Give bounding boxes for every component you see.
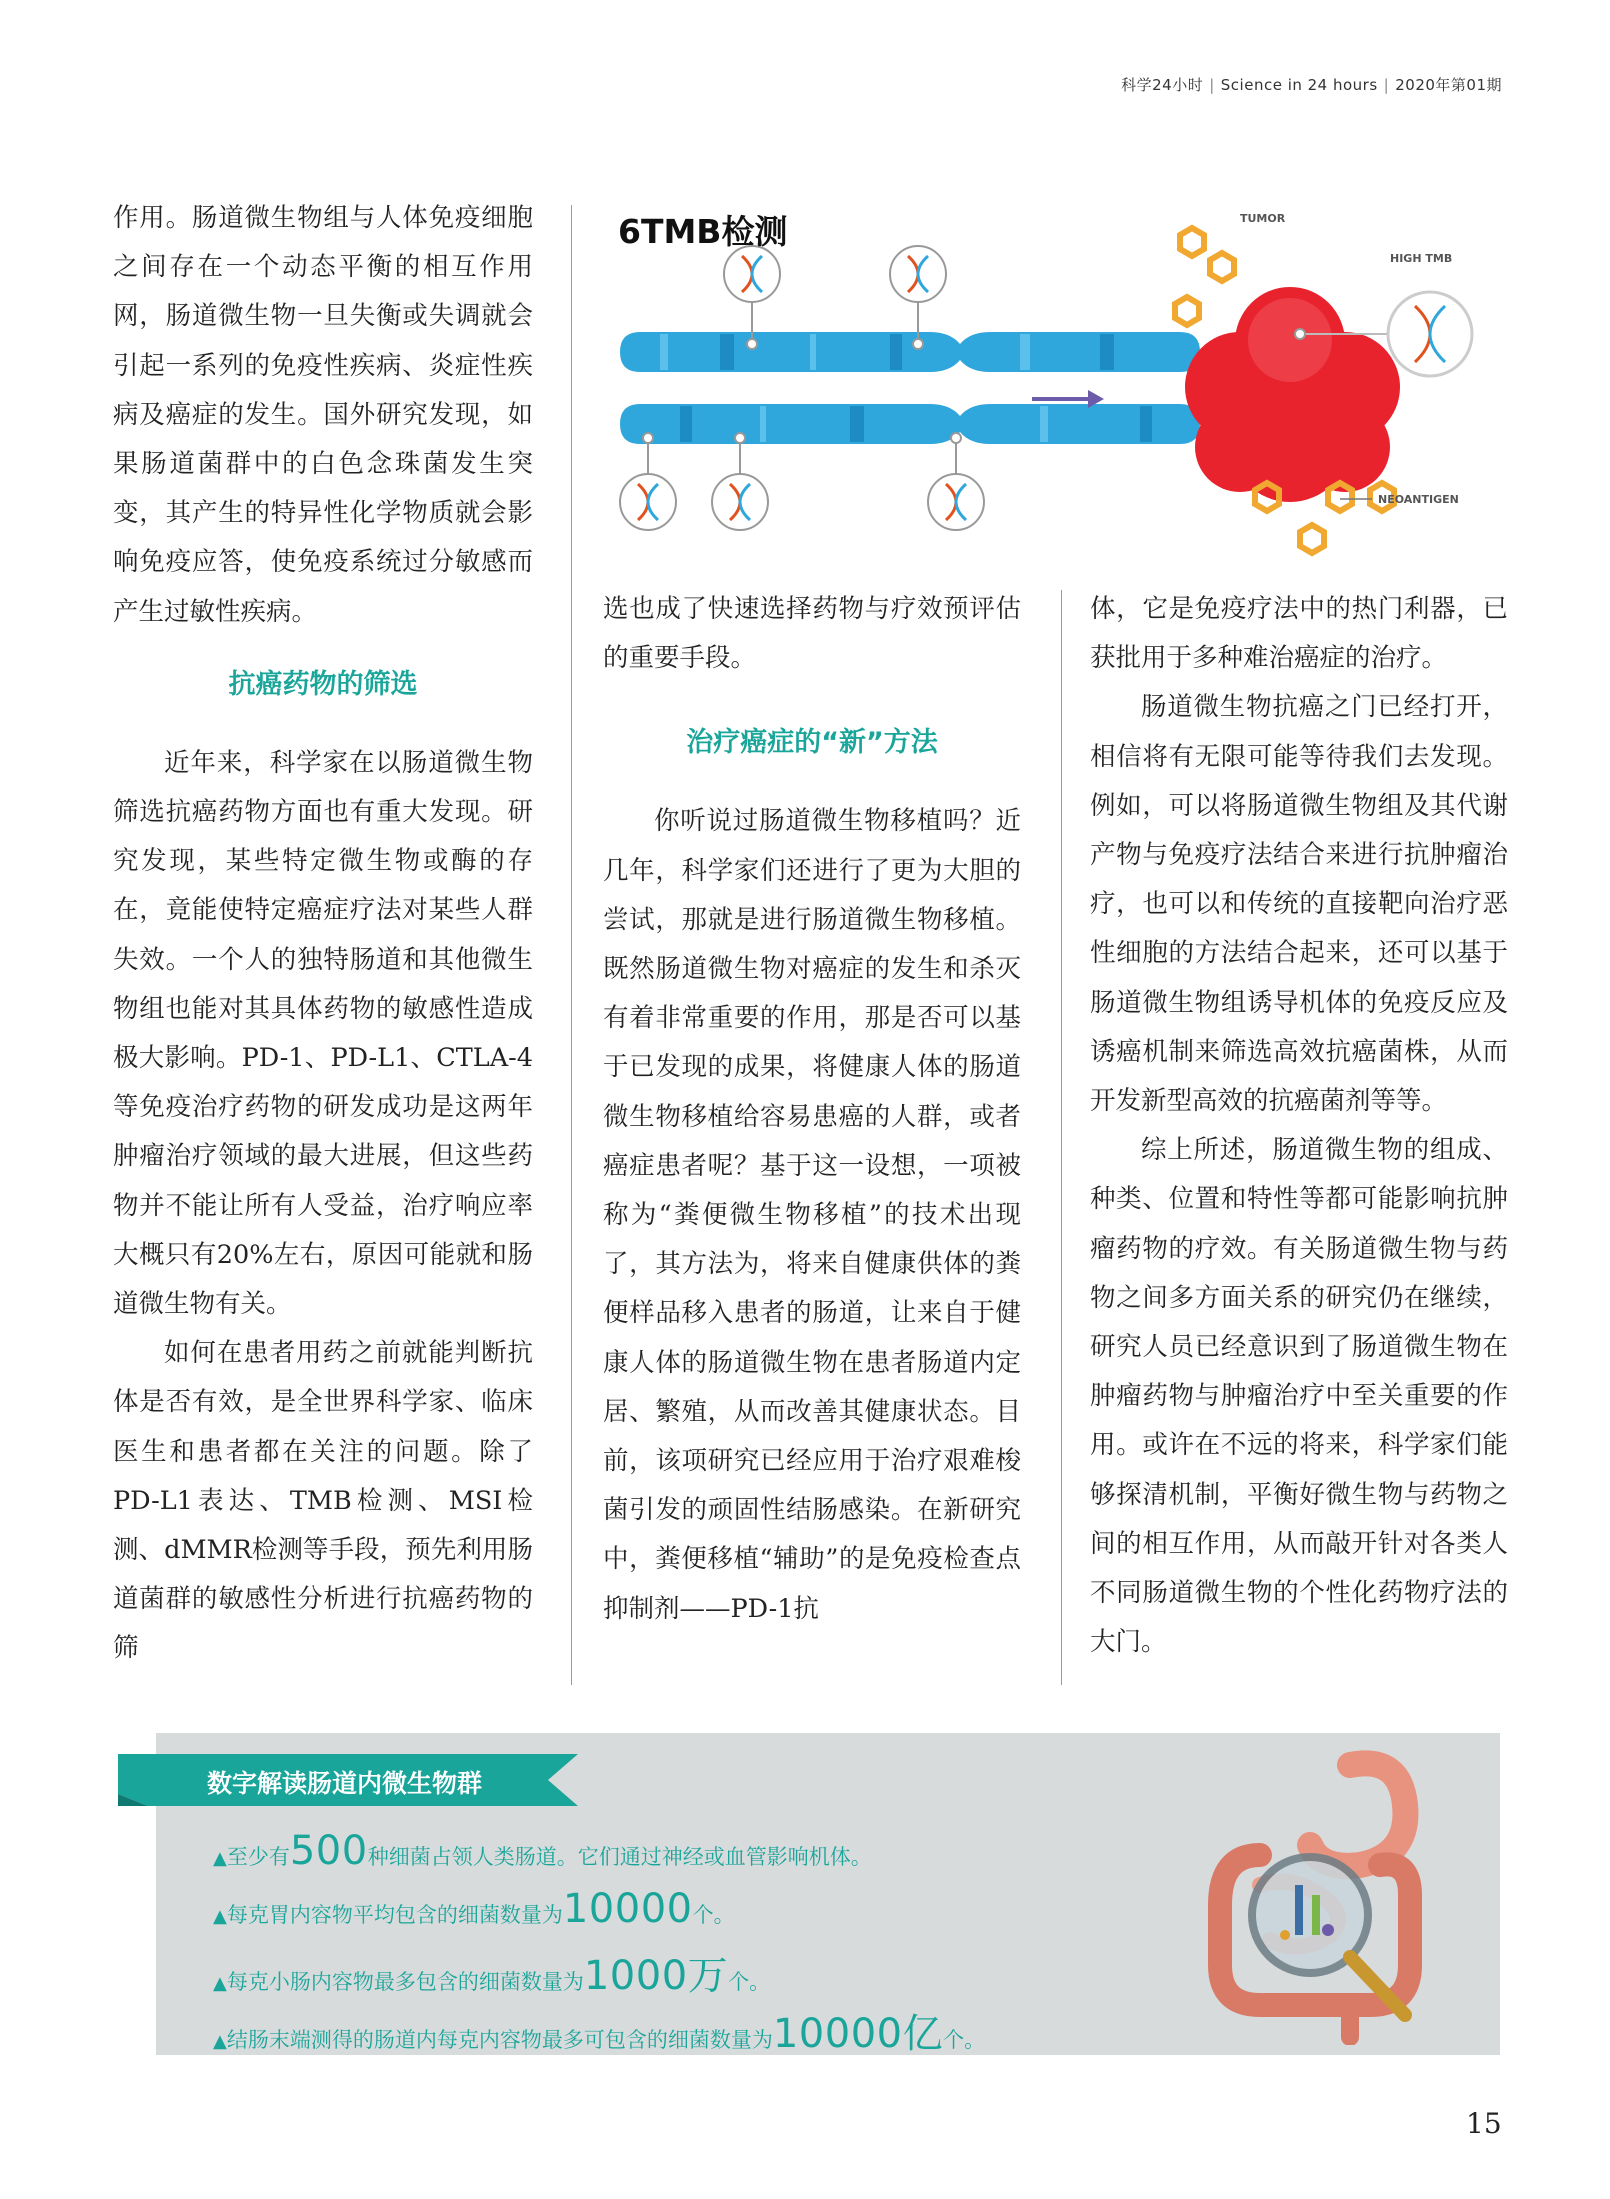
- stat-text: 个。: [692, 1903, 735, 1927]
- column-2: [603, 585, 1021, 1634]
- stat-text: 至少有: [226, 1845, 290, 1869]
- neoantigen-label: NEOANTIGEN: [1378, 493, 1459, 506]
- stat-text: 每克小肠内容物最多包含的细菌数量为: [226, 1970, 584, 1994]
- chromosome-icon: [620, 332, 1200, 444]
- header-separator: |: [1209, 76, 1215, 94]
- stat-text: 结肠末端测得的肠道内每克内容物最多可包含的细菌数量为: [226, 2028, 773, 2052]
- section-heading-new-method: 治疗癌症的“新”方法: [686, 727, 938, 759]
- stat-number: 10000: [562, 1886, 693, 1932]
- page-number: 15: [1466, 2107, 1502, 2140]
- paragraph: 肠道微生物抗癌之门已经打开，相信将有无限可能等待我们去发现。例如，可以将肠道微生物组及其代谢产物与免疫疗法结合来进行抗肿瘤治疗，也可以和传统的直接靶向治疗恶性细胞的方法结合起来，还可以基于肠道微生物组诱导机体的免疫反应及诱癌机制来筛选高效抗癌菌株，从而开发新型高效的抗癌菌剂等等。: [1090, 692, 1508, 1117]
- header-issue: 2020年第01期: [1395, 76, 1502, 94]
- stat-line-3: [213, 1944, 770, 2001]
- column-3: [1090, 585, 1508, 1667]
- stat-line-2: [213, 1886, 735, 1932]
- stat-text: 每克胃内容物平均包含的细菌数量为: [226, 1903, 563, 1927]
- high-tmb-label: HIGH TMB: [1390, 252, 1453, 265]
- stat-number: 500: [289, 1828, 368, 1874]
- header-journal-en: Science in 24 hours: [1220, 76, 1378, 94]
- stat-text: 个。: [943, 2028, 986, 2052]
- paragraph: 近年来，科学家在以肠道微生物筛选抗癌药物方面也有重大发现。研究发现，某些特定微生物或酶的存在，竟能使特定癌症疗法对某些人群失效。一个人的独特肠道和其他微生物组也能对其具体药物的敏感性造成极大影响。PD-1、PD-L1、CTLA-4等免疫治疗药物的研发成功是这两年肿瘤治疗领域的最大进展，但这些药物并不能让所有人受益，治疗响应率大概只有20%左右，原因可能就和肠道微生物有关。: [113, 747, 533, 1320]
- paragraph: 你听说过肠道微生物移植吗？近几年，科学家们还进行了更为大胆的尝试，那就是进行肠道微生物移植。既然肠道微生物对癌症的发生和杀灭有着非常重要的作用，那是否可以基于已发现的成果，将健康人体的肠道微生物移植给容易患癌的人群，或者癌症患者呢？基于这一设想，一项被称为“粪便微生物移植”的技术出现了，其方法为，将来自健康供体的粪便样品移入患者的肠道，让来自于健康人体的肠道微生物在患者肠道内定居、繁殖，从而改善其健康状态。目前，该项研究已经应用于治疗艰难梭菌引发的顽固性结肠感染。在新研究中，粪便移植“辅助”的是免疫检查点抑制剂——PD-1抗: [603, 806, 1021, 1624]
- stat-text: 个。: [728, 1970, 771, 1994]
- tumor-label: TUMOR: [1240, 212, 1286, 225]
- column-divider: [1061, 590, 1062, 1685]
- paragraph: 综上所述，肠道微生物的组成、种类、位置和特性等都可能影响抗肿瘤药物的疗效。有关肠道微生物与药物之间多方面关系的研究仍在继续，研究人员已经意识到了肠道微生物在肿瘤药物与肿瘤治疗中至关重要的作用。或许在不远的将来，科学家们能够探清机制，平衡好微生物与药物之间的相互作用，从而敲开针对各类人不同肠道微生物的个性化药物疗法的大门。: [1090, 1135, 1508, 1658]
- triangle-icon: ▲: [213, 1906, 227, 1927]
- column-1: [113, 194, 533, 1674]
- running-header: [1121, 74, 1502, 95]
- stat-line-4: [213, 2002, 985, 2059]
- stat-line-1: [213, 1828, 872, 1874]
- triangle-icon: ▲: [213, 1848, 227, 1869]
- triangle-icon: ▲: [213, 2031, 227, 2052]
- header-separator: |: [1383, 76, 1390, 94]
- stat-number: 1000万: [583, 1953, 729, 1999]
- intestine-icon: [1200, 1745, 1440, 2045]
- section-heading-drug-screening: 抗癌药物的筛选: [228, 668, 418, 700]
- paragraph: 选也成了快速选择药物与疗效预评估的重要手段。: [603, 594, 1021, 674]
- column-divider: [571, 205, 572, 1685]
- figure-title: 6TMB检测: [618, 212, 788, 251]
- stats-banner-title: 数字解读肠道内微生物群: [207, 1769, 483, 1798]
- paragraph: 如何在患者用药之前就能判断抗体是否有效，是全世界科学家、临床医生和患者都在关注的问题。除了PD-L1表达、TMB检测、MSI检测、dMMR检测等手段，预先利用肠道菌群的敏感性分析进行抗癌药物的筛: [113, 1338, 533, 1664]
- tmb-figure: [600, 192, 1520, 562]
- dna-icon: [620, 246, 984, 530]
- paragraph: 作用。肠道微生物组与人体免疫细胞之间存在一个动态平衡的相互作用网，肠道微生物一旦失衡或失调就会引起一系列的免疫性疾病、炎症性疾病及癌症的发生。国外研究发现，如果肠道菌群中的白色念珠菌发生突变，其产生的特异性化学物质就会影响免疫应答，使免疫系统过分敏感而产生过敏性疾病。: [113, 203, 533, 627]
- header-journal: 科学24小时: [1121, 76, 1204, 94]
- stat-text: 种细菌占领人类肠道。它们通过神经或血管影响机体。: [367, 1845, 872, 1869]
- stat-number: 10000亿: [772, 2011, 944, 2057]
- triangle-icon: ▲: [213, 1973, 227, 1994]
- paragraph: 体，它是免疫疗法中的热门利器，已获批用于多种难治癌症的治疗。: [1090, 594, 1508, 674]
- tumor-icon: [1185, 287, 1400, 502]
